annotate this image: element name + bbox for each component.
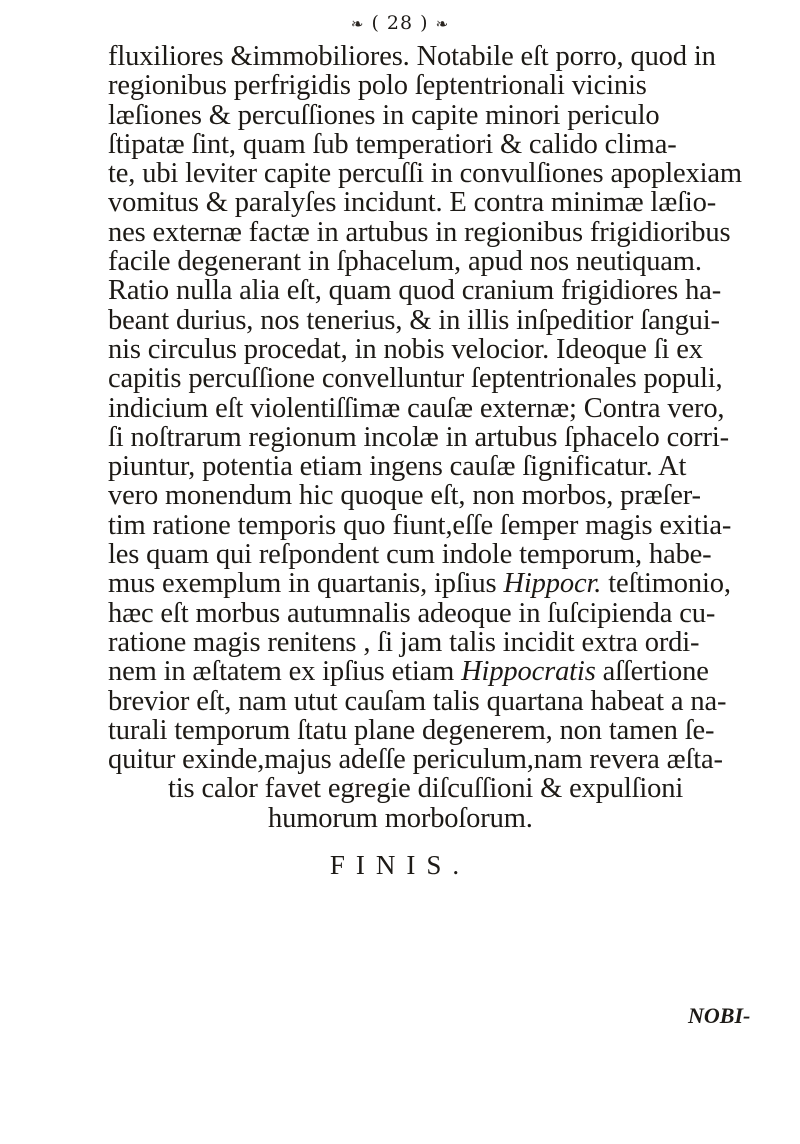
text-line: capitis percuſſione convelluntur ſeptentrionales populi, [108, 363, 723, 395]
text-line: regionibus perfrigidis polo ſeptentrionali vicinis [108, 70, 647, 102]
text-line: fluxiliores &immobiliores. Notabile eſt porro, quod in [108, 41, 716, 72]
text-line: nes externæ factæ in artubus in regionibus frigidioribus [108, 216, 731, 248]
text-line: ſtipatæ ſint, quam ſub temperatiori & calido clima- [108, 128, 677, 160]
text-line: vomitus & paralyſes incidunt. E contra minimæ læſio- [108, 187, 717, 219]
author-citation: Hippocr. [503, 568, 602, 600]
text-line: vero monendum hic quoque eſt, non morbos, præſer- [108, 480, 701, 512]
page-header [0, 12, 800, 34]
text-line: ſi noſtrarum regionum incolæ in artubus ſphacelo corri- [108, 421, 729, 453]
body-text [108, 42, 800, 833]
text-line: mus exemplum in quartanis, ipſius Hippocr. teſtimonio, [108, 568, 731, 600]
text-line: humorum morboſorum. [268, 802, 533, 834]
text-line: quitur exinde,majus adeſſe periculum,nam revera æſta- [108, 744, 723, 776]
text-line: tim ratione temporis quo fiunt,eſſe ſemper magis exitia- [108, 509, 732, 541]
text-line: les quam qui reſpondent cum indole temporum, habe- [108, 539, 712, 571]
page-number: ( 28 ) [371, 12, 429, 34]
text-line: Ratio nulla alia eſt, quam quod cranium frigidiores ha- [108, 275, 722, 307]
text-line: nem in æſtatem ex ipſius etiam Hippocratis aſſertione [108, 656, 709, 688]
text-line: læſiones & percuſſiones in capite minori periculo [108, 99, 660, 131]
right-ornament-icon: ❧ [435, 15, 450, 33]
text-line: te, ubi leviter capite percuſſi in convulſiones apoplexiam [108, 158, 742, 190]
text-line: ratione magis renitens , ſi jam talis incidit extra ordi- [108, 626, 700, 658]
text-line: indicium eſt violentiſſimæ cauſæ externæ; Contra vero, [108, 392, 725, 424]
author-citation: Hippocratis [461, 656, 596, 688]
text-line: brevior eſt, nam utut cauſam talis quartana habeat a na- [108, 685, 727, 717]
text-line: turali temporum ſtatu plane degenerem, non tamen ſe- [108, 714, 715, 746]
text-line: beant durius, nos tenerius, & in illis inſpeditior ſangui- [108, 304, 720, 336]
text-line: tis calor favet egregie diſcuſſioni & expulſioni [168, 773, 684, 805]
text-line: facile degenerant in ſphacelum, apud nos neutiquam. [108, 246, 702, 278]
text-line: piuntur, potentia etiam ingens cauſæ ſignificatur. At [108, 451, 687, 483]
text-line: hæc eſt morbus autumnalis adeoque in ſuſcipienda cu- [108, 597, 716, 629]
left-ornament-icon: ❧ [350, 15, 365, 33]
finis-heading: FINIS. [329, 850, 471, 880]
catchword: NOBI- [688, 1003, 751, 1028]
text-line: nis circulus procedat, in nobis velocior. Ideoque ſi ex [108, 333, 703, 365]
